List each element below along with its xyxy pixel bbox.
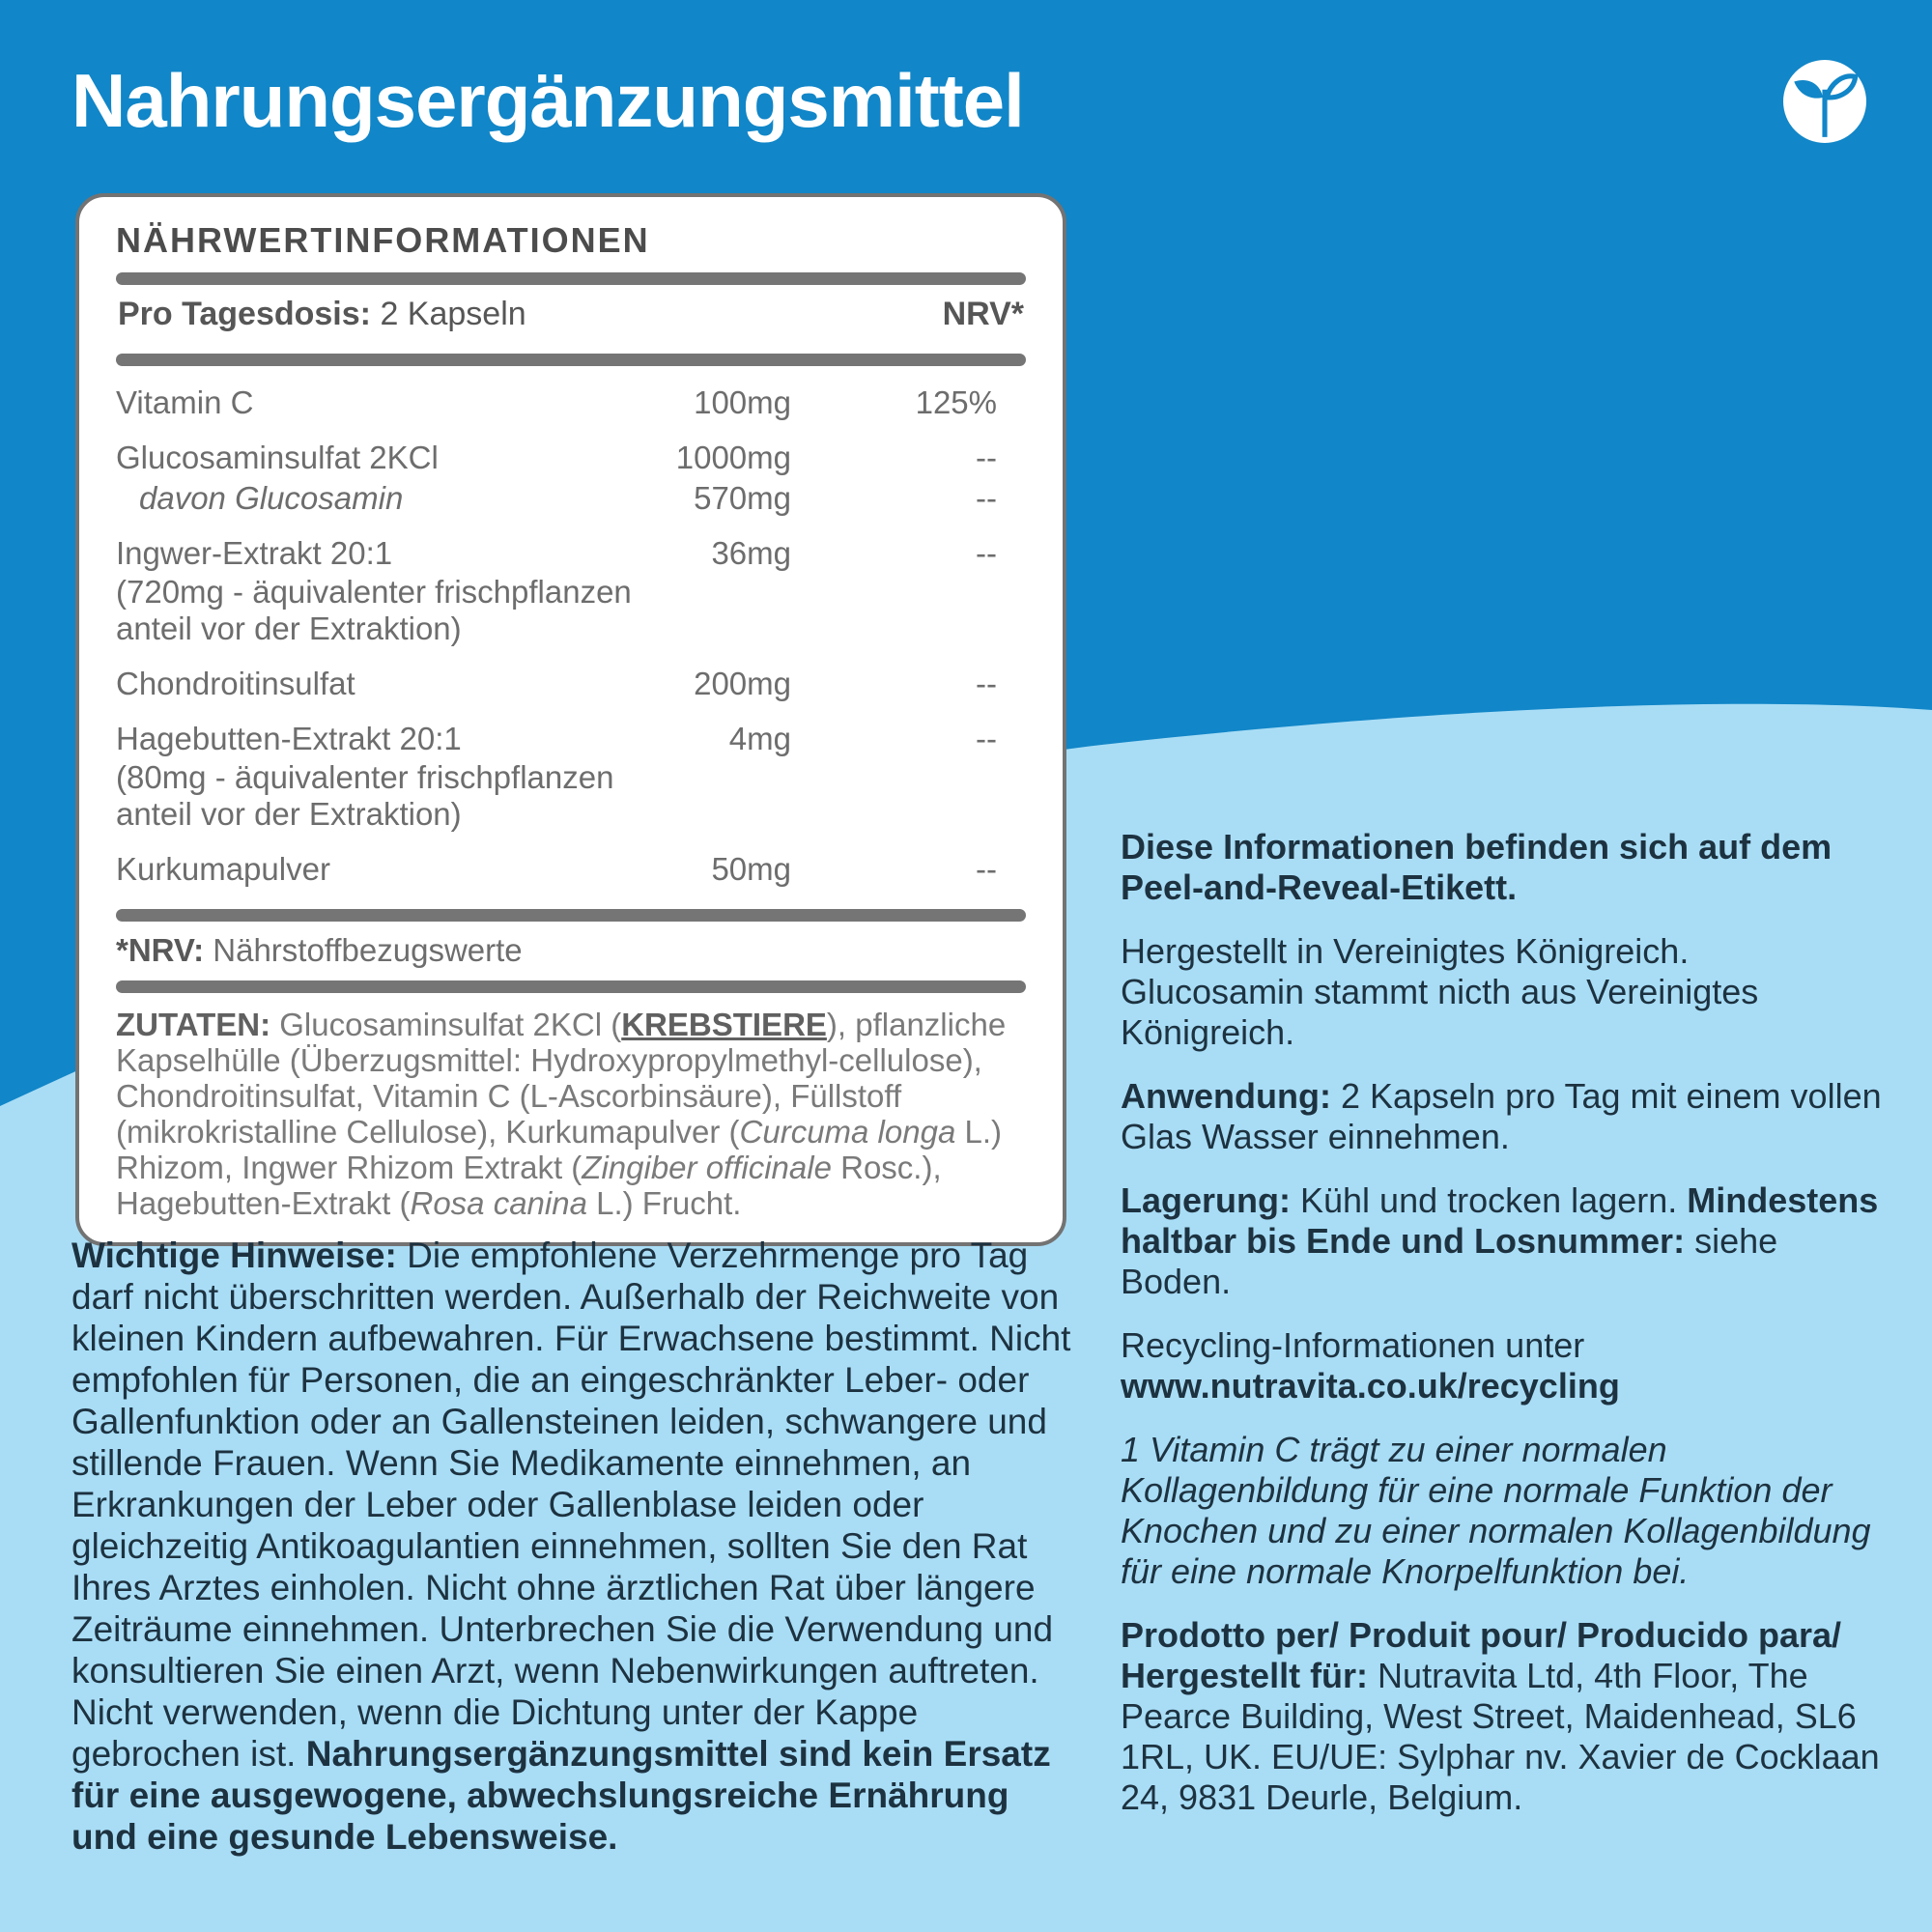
nrv-footnote-label: *NRV: [116,932,205,968]
leaf-sprout-logo-svg [1783,60,1866,143]
nutrient-amount: 50mg [711,851,791,887]
nutrient-amount: 200mg [694,666,791,701]
ingredients-text: Glucosaminsulfat 2KCl ( [270,1007,622,1042]
best-before-text: siehe Boden. [1121,1221,1778,1301]
nutrition-table-title: NÄHRWERTINFORMATIONEN [116,220,650,260]
storage-paragraph [1121,1180,1882,1302]
nutrient-name: Ingwer-Extrakt 20:1 [116,535,393,571]
manufacturer-paragraph [1121,1615,1882,1818]
table-row [116,384,1026,421]
latin-name-zingiber: Zingiber officinale [582,1150,832,1185]
nutrient-name: Glucosaminsulfat 2KCl [116,440,439,475]
ingredients-text: L.) Rhizom, Ingwer Rhizom Extrakt ( [116,1114,1002,1185]
nutrient-name: Vitamin C [116,384,254,420]
warnings-bold-tail: Nahrungsergänzungsmittel sind kein Ersatz für eine ausgewogene, abwechslungsreiche Ernährung und eine gesunde Lebensweise. [71,1734,1051,1857]
peel-reveal-note: Diese Informationen befinden sich auf dem Peel-and-Reveal-Etikett. [1121,827,1833,907]
nutrient-nrv: -- [976,440,997,475]
nutrient-nrv: 125% [915,384,997,420]
storage-text: Kühl und trocken lagern. [1291,1180,1688,1220]
recycling-url: www.nutravita.co.uk/recycling [1121,1366,1620,1406]
serving-label: Pro Tagesdosis: [118,296,371,332]
nutrition-facts-box [75,193,1066,1246]
origin-note: Hergestellt in Vereinigtes Königreich. Glucosamin stammt nicth aus Vereinigtes Königreich. [1121,931,1759,1052]
nutrient-amount: 570mg [694,480,791,516]
divider-bar [116,909,1026,922]
usage-text: 2 Kapseln pro Tag mit einem vollen Glas Wasser einnehmen. [1121,1076,1882,1156]
nutrient-note: (80mg - äquivalenter frischpflanzen anteil vor der Extraktion) [116,759,614,832]
ingredients-text: Rosc.), Hagebutten-Extrakt ( [116,1150,942,1221]
manufacturer-label: Prodotto per/ Produit pour/ Producido para/ Hergestellt für: [1121,1615,1841,1695]
divider-bar [116,354,1026,366]
vitamin-c-claim: 1 Vitamin C trägt zu einer normalen Kollagenbildung für eine normale Funktion der Knochen und zu einer normalen Kollagenbildung für eine normale Knorpelfunktion bei. [1121,1430,1871,1591]
nutrient-amount: 4mg [728,721,791,756]
nutrient-name: Chondroitinsulfat [116,666,355,701]
nrv-column-header: NRV* [942,296,1024,332]
table-row [116,851,1026,888]
ingredients-label: ZUTATEN: [116,1007,271,1042]
nutrient-nrv: -- [976,666,997,701]
nrv-footnote [116,932,1026,969]
ingredients-text: L.) Frucht. [586,1185,742,1221]
table-row [116,440,1026,476]
serving-size [118,296,526,333]
recycling-text: Recycling-Informationen unter [1121,1325,1585,1365]
usage-paragraph [1121,1076,1882,1157]
recycling-paragraph [1121,1325,1882,1406]
manufacturer-text: Nutravita Ltd, 4th Floor, The Pearce Building, West Street, Maidenhead, SL6 1RL, UK. EU/UE: Sylphar nv. Xavier de Cocklaan 24, 9831 Deurle, Belgium. [1121,1656,1880,1817]
table-row [116,535,1026,647]
warnings-text: Die empfohlene Verzehrmenge pro Tag darf nicht überschritten werden. Außerhalb der Reichweite von kleinen Kindern aufbewahren. Für Erwachsene bestimmt. Nicht empfohlen für Personen, die an eingeschränkter Leber- oder Gallenfunktion oder an Gallensteinen leiden, schwangere und stillende Frauen. Wenn Sie Medikamente einnehmen, an Erkrankungen der Leber oder Gallenblase leiden oder gleichzeitig Antikoagulantien einnehmen, sollten Sie den Rat Ihres Arztes einholen. Nicht ohne ärztlichen Rat über längere Zeiträume einnehmen. Unterbrechen Sie die Verwendung und konsultieren Sie einen Arzt, wenn Nebenwirkungen auftreten. Nicht verwenden, wenn die Dichtung unter der Kappe gebrochen ist. [71,1236,1071,1774]
leaf-sprout-logo-icon [1783,60,1866,143]
page-title: Nahrungsergänzungsmittel [71,58,1024,143]
latin-name-rosa-canina: Rosa canina [410,1185,587,1221]
table-row [116,480,1026,517]
divider-bar [116,272,1026,285]
nutrient-nrv: -- [976,535,997,571]
best-before-label: Mindestens haltbar bis Ende und Losnummer: [1121,1180,1879,1261]
nutrient-nrv: -- [976,851,997,887]
divider-bar [116,980,1026,993]
table-header-row [116,285,1026,342]
warnings-label: Wichtige Hinweise: [71,1236,397,1275]
nutrient-name: davon Glucosamin [139,480,404,516]
nutrient-amount: 100mg [694,384,791,420]
nrv-footnote-text: Nährstoffbezugswerte [204,932,523,968]
nutrient-amount: 1000mg [675,440,791,475]
usage-label: Anwendung: [1121,1076,1331,1116]
nutrient-name: Kurkumapulver [116,851,330,887]
nutrient-nrv: -- [976,480,997,516]
storage-label: Lagerung: [1121,1180,1291,1220]
nutrient-amount: 36mg [711,535,791,571]
nutrient-name: Hagebutten-Extrakt 20:1 [116,721,462,756]
serving-value: 2 Kapseln [371,296,526,332]
table-row [116,666,1026,702]
warnings-paragraph [71,1235,1078,1858]
allergen-krebstiere: KREBSTIERE [621,1007,827,1042]
nutrient-nrv: -- [976,721,997,756]
ingredients-text: ), pflanzliche Kapselhülle (Überzugsmittel: Hydroxypropylmethyl-cellulose), Chondroitinsulfat, Vitamin C (L-Ascorbinsäure), Füllstoff (mikrokristalline Cellulose), Kurkumapulver ( [116,1007,1007,1150]
nutrient-note: (720mg - äquivalenter frischpflanzen anteil vor der Extraktion) [116,574,632,646]
info-column [1121,827,1882,1841]
table-row [116,721,1026,833]
latin-name-curcuma: Curcuma longa [739,1114,956,1150]
ingredients-paragraph [116,1007,1026,1221]
